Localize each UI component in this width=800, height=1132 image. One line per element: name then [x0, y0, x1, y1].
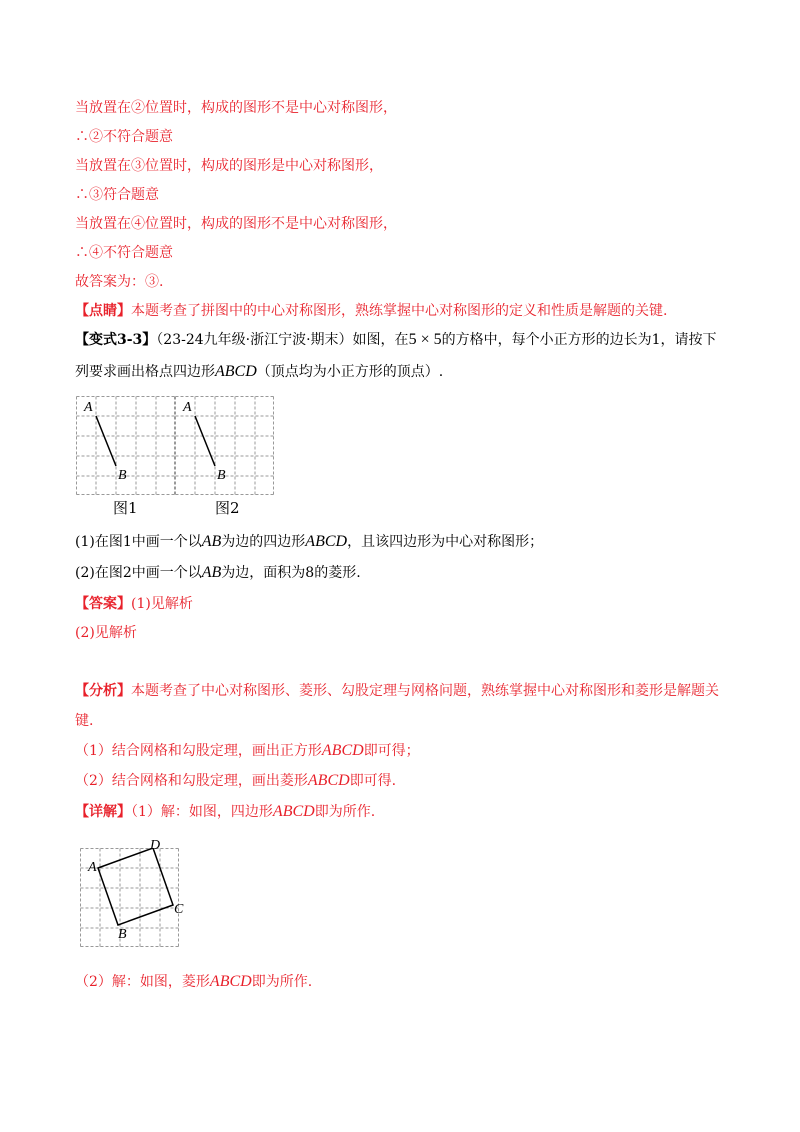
ab-symbol: AB — [201, 533, 222, 550]
analysis-point-text: （1）结合网格和勾股定理，画出正方形 — [75, 743, 322, 759]
point-b-label: B — [118, 468, 127, 483]
comment-text: 本题考查了拼图中的中心对称图形，熟练掌握中心对称图形的定义和性质是解题的关键. — [131, 303, 668, 319]
detail-step-1 — [75, 802, 375, 822]
point-b-label: B — [217, 468, 226, 483]
analysis-point-text: 即可得. — [349, 773, 397, 789]
answer-line: ∴③符合题意 — [75, 187, 159, 203]
detail-text: 即为所作. — [314, 804, 376, 820]
analysis-point-text: 即可得； — [363, 743, 420, 759]
segment-ab — [195, 416, 215, 466]
abcd-symbol: ABCD — [209, 973, 252, 990]
point-c-label: C — [174, 902, 184, 917]
problem-text-a: 的方格中，每个小正方形的边长为1，请按下 — [441, 332, 717, 348]
answer-block — [75, 594, 193, 614]
q2-text: (2)在图2中画一个以 — [75, 565, 202, 581]
point-b-label: B — [118, 927, 127, 942]
grid-size-expr: 5 × 5 — [408, 331, 442, 348]
figure-1 — [76, 396, 176, 496]
abcd-symbol: ABCD — [321, 742, 364, 759]
q2-text: 为边，面积为8的菱形. — [221, 565, 361, 581]
question-2 — [75, 563, 361, 583]
point-a-label: A — [88, 860, 97, 875]
analysis-text: 本题考查了中心对称图形、菱形、勾股定理与网格问题，熟练掌握中心对称图形和菱形是解题关 — [131, 683, 719, 699]
answer-line: ∴④不符合题意 — [75, 245, 173, 261]
abcd-symbol: ABCD — [307, 772, 350, 789]
point-a-label: A — [84, 400, 93, 415]
q1-text: 为边的四边形 — [221, 534, 306, 550]
figure-1-caption: 图1 — [113, 499, 138, 517]
answer-tag: 【答案】 — [75, 596, 131, 612]
answer-2: (2)见解析 — [75, 625, 137, 641]
detail-text: （2）解：如图，菱形 — [75, 974, 210, 990]
figure-2-caption: 图2 — [215, 499, 240, 517]
analysis-point-text: （2）结合网格和勾股定理，画出菱形 — [75, 773, 308, 789]
answer-line: 当放置在③位置时，构成的图形是中心对称图形， — [75, 158, 383, 174]
detail-step-2 — [75, 972, 312, 992]
answer-line: 故答案为：③. — [75, 274, 164, 290]
q1-text: ，且该四边形为中心对称图形； — [347, 534, 544, 550]
analysis-text: 键. — [75, 713, 94, 729]
abcd-symbol: ABCD — [305, 533, 348, 550]
problem-text-c: （顶点均为小正方形的顶点）. — [256, 364, 444, 380]
ab-symbol: AB — [201, 564, 222, 581]
abcd-symbol: ABCD — [272, 803, 315, 820]
point-a-label: A — [183, 400, 192, 415]
problem-tag: 【变式3-3】 — [75, 332, 157, 348]
point-d-label: D — [150, 838, 161, 853]
detail-text: 即为所作. — [251, 974, 313, 990]
comment-paragraph — [75, 301, 667, 321]
answer-line: 当放置在②位置时，构成的图形不是中心对称图形， — [75, 100, 397, 116]
analysis-point-1 — [75, 741, 420, 761]
analysis-point-2 — [75, 771, 396, 791]
problem-text-b: 列要求画出格点四边形 — [75, 364, 215, 380]
q1-text: (1)在图1中画一个以 — [75, 534, 202, 550]
problem-source: （23-24九年级·浙江宁波·期末）如图，在 — [156, 332, 409, 348]
answer-1: (1)见解析 — [131, 596, 193, 612]
problem-line-2 — [75, 362, 443, 382]
analysis-paragraph — [75, 681, 719, 701]
comment-tag: 【点睛】 — [75, 303, 131, 319]
analysis-tag: 【分析】 — [75, 683, 131, 699]
question-1 — [75, 532, 543, 552]
answer-line: 当放置在④位置时，构成的图形不是中心对称图形， — [75, 216, 397, 232]
solution-figure-square — [80, 838, 184, 948]
detail-text: （1）解：如图，四边形 — [131, 804, 273, 820]
abcd-symbol: ABCD — [215, 363, 257, 380]
answer-line: ∴②不符合题意 — [75, 129, 173, 145]
problem-line-1 — [75, 330, 717, 350]
figure-2 — [175, 396, 275, 496]
segment-ab — [96, 416, 116, 466]
square-abcd — [98, 848, 173, 925]
detail-tag: 【详解】 — [75, 804, 131, 820]
